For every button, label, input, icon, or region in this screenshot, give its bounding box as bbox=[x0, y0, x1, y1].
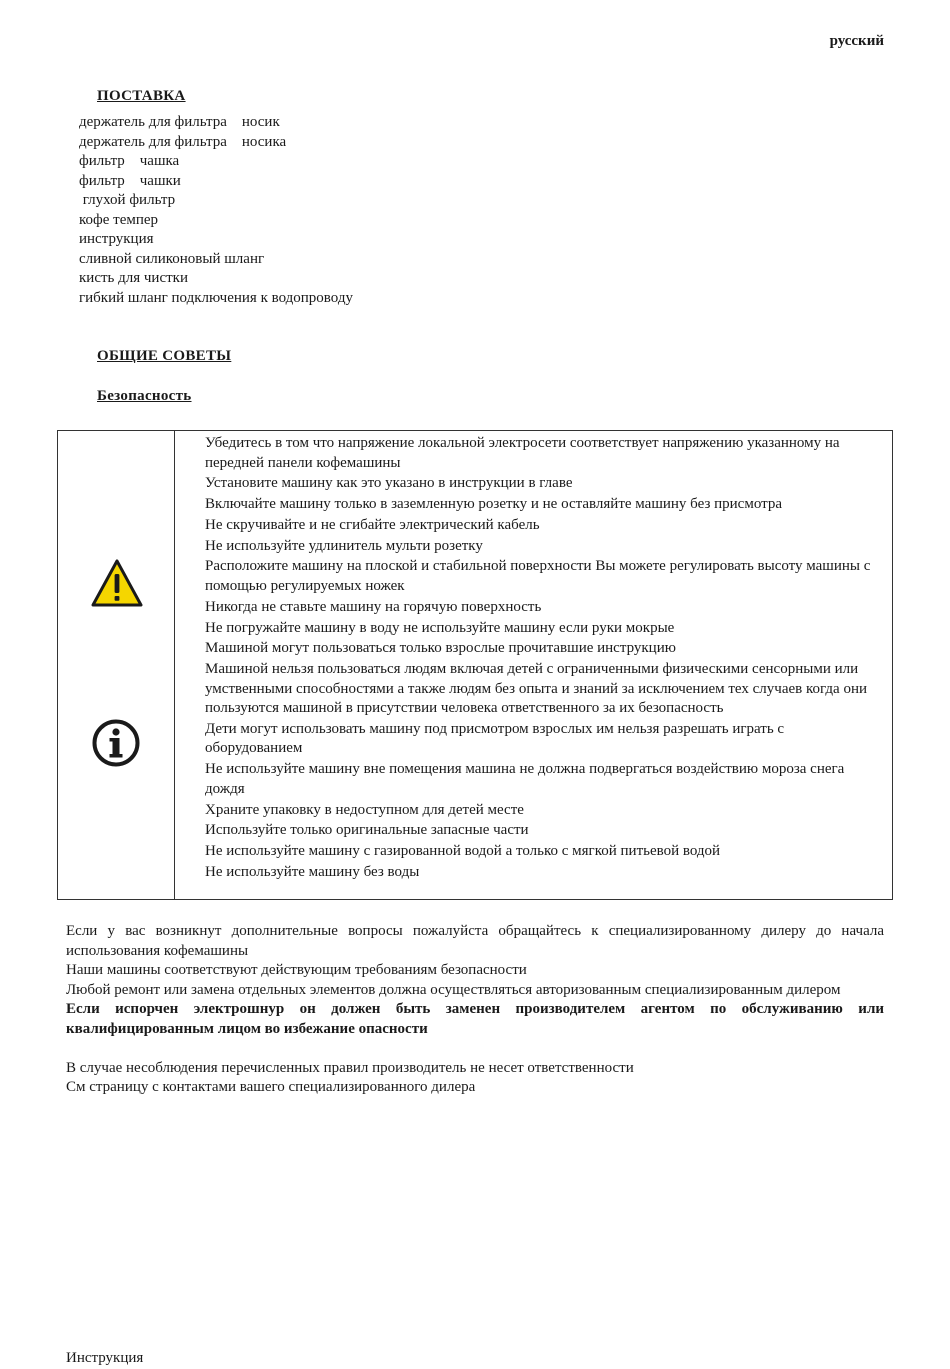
safety-rule: Никогда не ставьте машину на горячую поверхность bbox=[205, 598, 542, 615]
language-label: русский bbox=[829, 33, 884, 49]
general-advice-heading: ОБЩИЕ СОВЕТЫ bbox=[97, 348, 232, 364]
questions-note: Если у вас возникнут дополнительные вопросы пожалуйста обращайтесь к специализированному дилеру до начала использования кофемашины bbox=[66, 923, 884, 959]
safety-rule: Убедитесь в том что напряжение локальной электросети соответствует напряжению указанному на передней панели кофемашины bbox=[205, 435, 840, 471]
safety-heading: Безопасность bbox=[97, 388, 192, 404]
safety-rule: Установите машину как это указано в инструкции в главе bbox=[205, 475, 573, 492]
liability-note: В случае несоблюдения перечисленных правил производитель не несет ответственности bbox=[66, 1059, 634, 1076]
safety-rule: Не используйте машину с газированной водой а только с мягкой питьевой водой bbox=[205, 843, 721, 860]
compliance-note: Наши машины соответствуют действующим требованиям безопасности bbox=[66, 962, 527, 978]
delivery-item: инструкция bbox=[79, 231, 154, 247]
safety-rule: Дети могут использовать машину под присмотром взрослых им нельзя разрешать играть с оборудованием bbox=[205, 720, 785, 757]
safety-table bbox=[57, 430, 893, 900]
delivery-item: фильтр чашка bbox=[79, 153, 180, 169]
safety-rules-list bbox=[175, 431, 892, 899]
safety-rule: Используйте только оригинальные запасные части bbox=[205, 822, 529, 839]
repair-note: Любой ремонт или замена отдельных элементов должна осуществляться авторизованным специализированным дилером bbox=[66, 981, 841, 998]
notes-section bbox=[66, 922, 884, 1098]
info-circle-icon bbox=[92, 719, 140, 767]
safety-rule: Не используйте машину без воды bbox=[205, 863, 420, 880]
delivery-item: глухой фильтр bbox=[79, 192, 176, 208]
delivery-item: держатель для фильтра носик bbox=[79, 114, 280, 130]
safety-rule: Не скручивайте и не сгибайте электрический кабель bbox=[205, 516, 540, 533]
safety-rule: Машиной нельзя пользоваться людям включая детей с ограниченными физическими сенсорными или умственными способностями а также людям без опыта и знаний за исключением тех случаев когда они пользуются машиной в присутствии человека ответственного за их безопасность bbox=[205, 661, 867, 717]
footer-label: Инструкция bbox=[66, 1350, 144, 1366]
safety-rule: Храните упаковку в недоступном для детей месте bbox=[205, 801, 524, 818]
dealer-reference-note: См страницу с контактами вашего специализированного дилера bbox=[66, 1079, 476, 1095]
safety-rule: Расположите машину на плоской и стабильной поверхности Вы можете регулировать высоту машины с помощью регулируемых ножек bbox=[205, 558, 871, 594]
warning-triangle-icon bbox=[91, 559, 143, 607]
delivery-item: гибкий шланг подключения к водопроводу bbox=[79, 289, 353, 306]
safety-rule: Машиной могут пользоваться только взрослые прочитавшие инструкцию bbox=[205, 640, 676, 657]
delivery-item: фильтр чашки bbox=[79, 172, 181, 189]
delivery-heading: ПОСТАВКА bbox=[97, 88, 186, 104]
safety-icon-column bbox=[58, 431, 175, 899]
delivery-item: держатель для фильтра носика bbox=[79, 133, 287, 150]
delivery-item: сливной силиконовый шланг bbox=[79, 250, 265, 267]
cable-warning-note: Если испорчен электрошнур он должен быть заменен производителем агентом по обслуживанию или квалифицированным лицом во избежание опасности bbox=[66, 1001, 884, 1037]
safety-rule: Включайте машину только в заземленную розетку и не оставляйте машину без присмотра bbox=[205, 496, 783, 513]
delivery-list bbox=[79, 113, 353, 308]
delivery-item: кисть для чистки bbox=[79, 270, 188, 286]
safety-rule: Не используйте удлинитель мульти розетку bbox=[205, 537, 483, 554]
safety-rule: Не погружайте машину в воду не используйте машину если руки мокрые bbox=[205, 619, 675, 636]
safety-rule: Не используйте машину вне помещения машина не должна подвергаться воздействию мороза снега дождя bbox=[205, 761, 845, 797]
delivery-item: кофе темпер bbox=[79, 211, 159, 228]
